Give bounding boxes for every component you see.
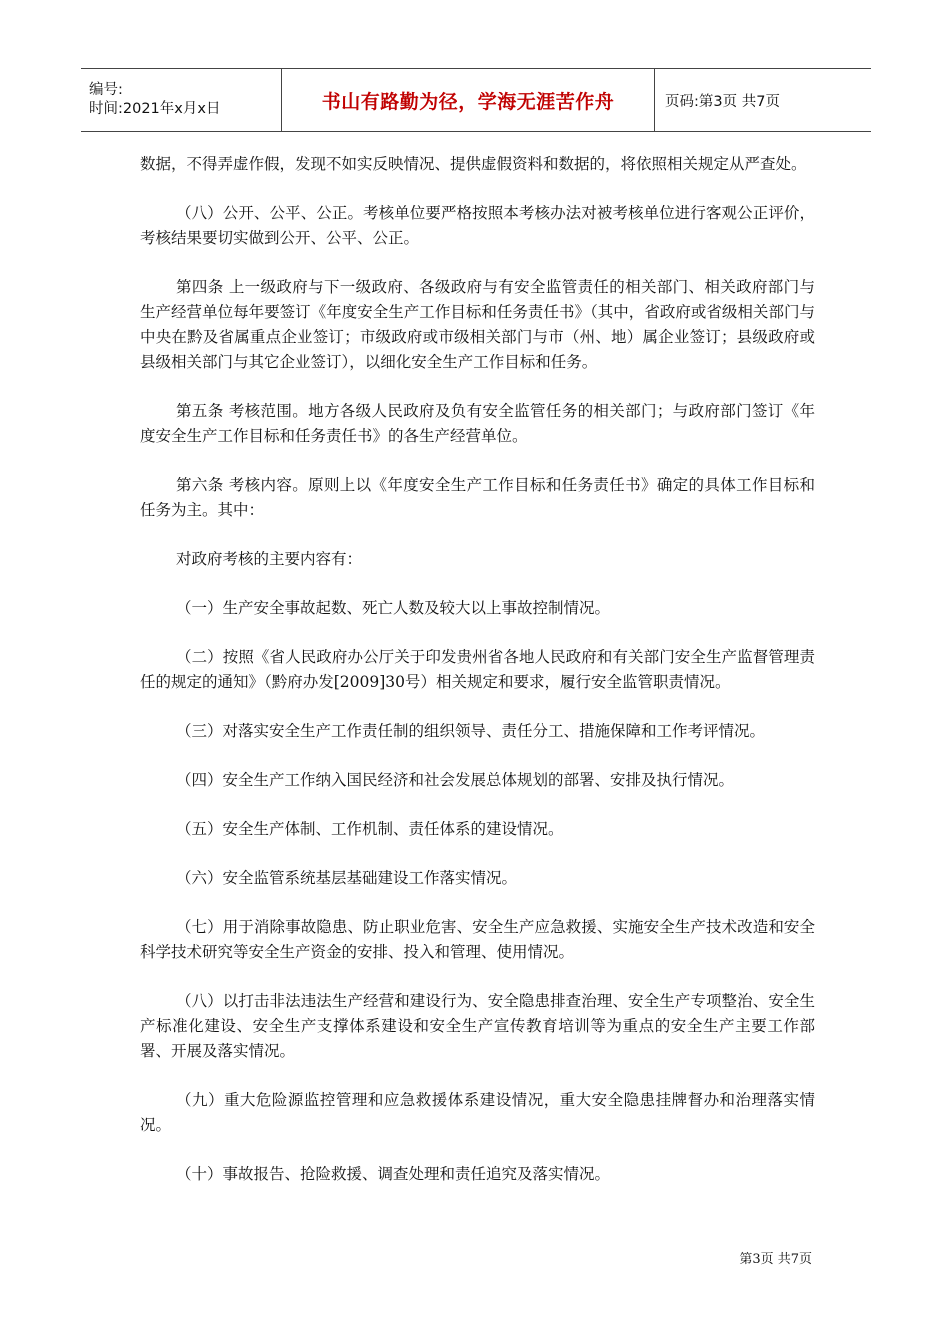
body-paragraph: （五）安全生产体制、工作机制、责任体系的建设情况。 (176, 820, 564, 838)
body-paragraph: （八）以打击非法违法生产经营和建设行为、安全隐患排查治理、安全生产专项整治、安全生产标准化建设、安全生产支撑体系建设和安全生产宣传教育培训等为重点的安全生产主要工作部署、开展及落实情况。 (140, 992, 815, 1060)
body-paragraph: （七）用于消除事故隐患、防止职业危害、安全生产应急救援、实施安全生产技术改造和安全科学技术研究等安全生产资金的安排、投入和管理、使用情况。 (140, 918, 815, 961)
page-footer (739, 1248, 812, 1267)
body-paragraph: （八）公开、公平、公正。考核单位要严格按照本考核办法对被考核单位进行客观公正评价，考核结果要切实做到公开、公平、公正。 (140, 204, 815, 247)
body-paragraph: 第六条 考核内容。原则上以《年度安全生产工作目标和任务责任书》确定的具体工作目标和任务为主。其中： (140, 476, 815, 519)
header-page-cell (655, 69, 871, 131)
body-paragraph: 数据，不得弄虚作假，发现不如实反映情况、提供虚假资料和数据的，将依照相关规定从严查处。 (140, 155, 807, 173)
page-header (81, 68, 871, 132)
body-paragraph: 对政府考核的主要内容有： (176, 550, 363, 568)
header-page-number: 页码:第3页 共7页 (665, 93, 780, 110)
body-paragraph: （三）对落实安全生产工作责任制的组织领导、责任分工、措施保障和工作考评情况。 (176, 722, 766, 740)
body-paragraph: （四）安全生产工作纳入国民经济和社会发展总体规划的部署、安排及执行情况。 (176, 771, 735, 789)
body-paragraph: 第五条 考核范围。地方各级人民政府及负有安全监管任务的相关部门；与政府部门签订《年度安全生产工作目标和任务责任书》的各生产经营单位。 (140, 402, 815, 445)
body-paragraph: （六）安全监管系统基层基础建设工作落实情况。 (176, 869, 518, 887)
header-motto: 书山有路勤为径，学海无涯苦作舟 (321, 90, 615, 113)
body-paragraph: 第四条 上一级政府与下一级政府、各级政府与有安全监管责任的相关部门、相关政府部门与生产经营单位每年要签订《年度安全生产工作目标和任务责任书》（其中，省政府或省级相关部门与中央在黔及省属重点企业签订；市级政府或市级相关部门与市（州、地）属企业签订；县级政府或县级相关部门与其它企业签订），以细化安全生产工作目标和任务。 (140, 278, 815, 371)
header-motto-cell (282, 69, 655, 131)
document-body (140, 152, 815, 1211)
body-paragraph: （二）按照《省人民政府办公厅关于印发贵州省各地人民政府和有关部门安全生产监督管理责任的规定的通知》（黔府办发[2009]30号）相关规定和要求，履行安全监管职责情况。 (140, 648, 815, 691)
document-number-label: 编号: (89, 82, 123, 98)
footer-page-number: 第3页 共7页 (739, 1252, 812, 1267)
body-paragraph: （一）生产安全事故起数、死亡人数及较大以上事故控制情况。 (176, 599, 611, 617)
body-paragraph: （九）重大危险源监控管理和应急救援体系建设情况，重大安全隐患挂牌督办和治理落实情况。 (140, 1091, 815, 1134)
document-date-label: 时间:2021年x月x日 (89, 101, 221, 117)
header-meta (81, 69, 282, 131)
body-paragraph: （十）事故报告、抢险救援、调查处理和责任追究及落实情况。 (176, 1165, 611, 1183)
